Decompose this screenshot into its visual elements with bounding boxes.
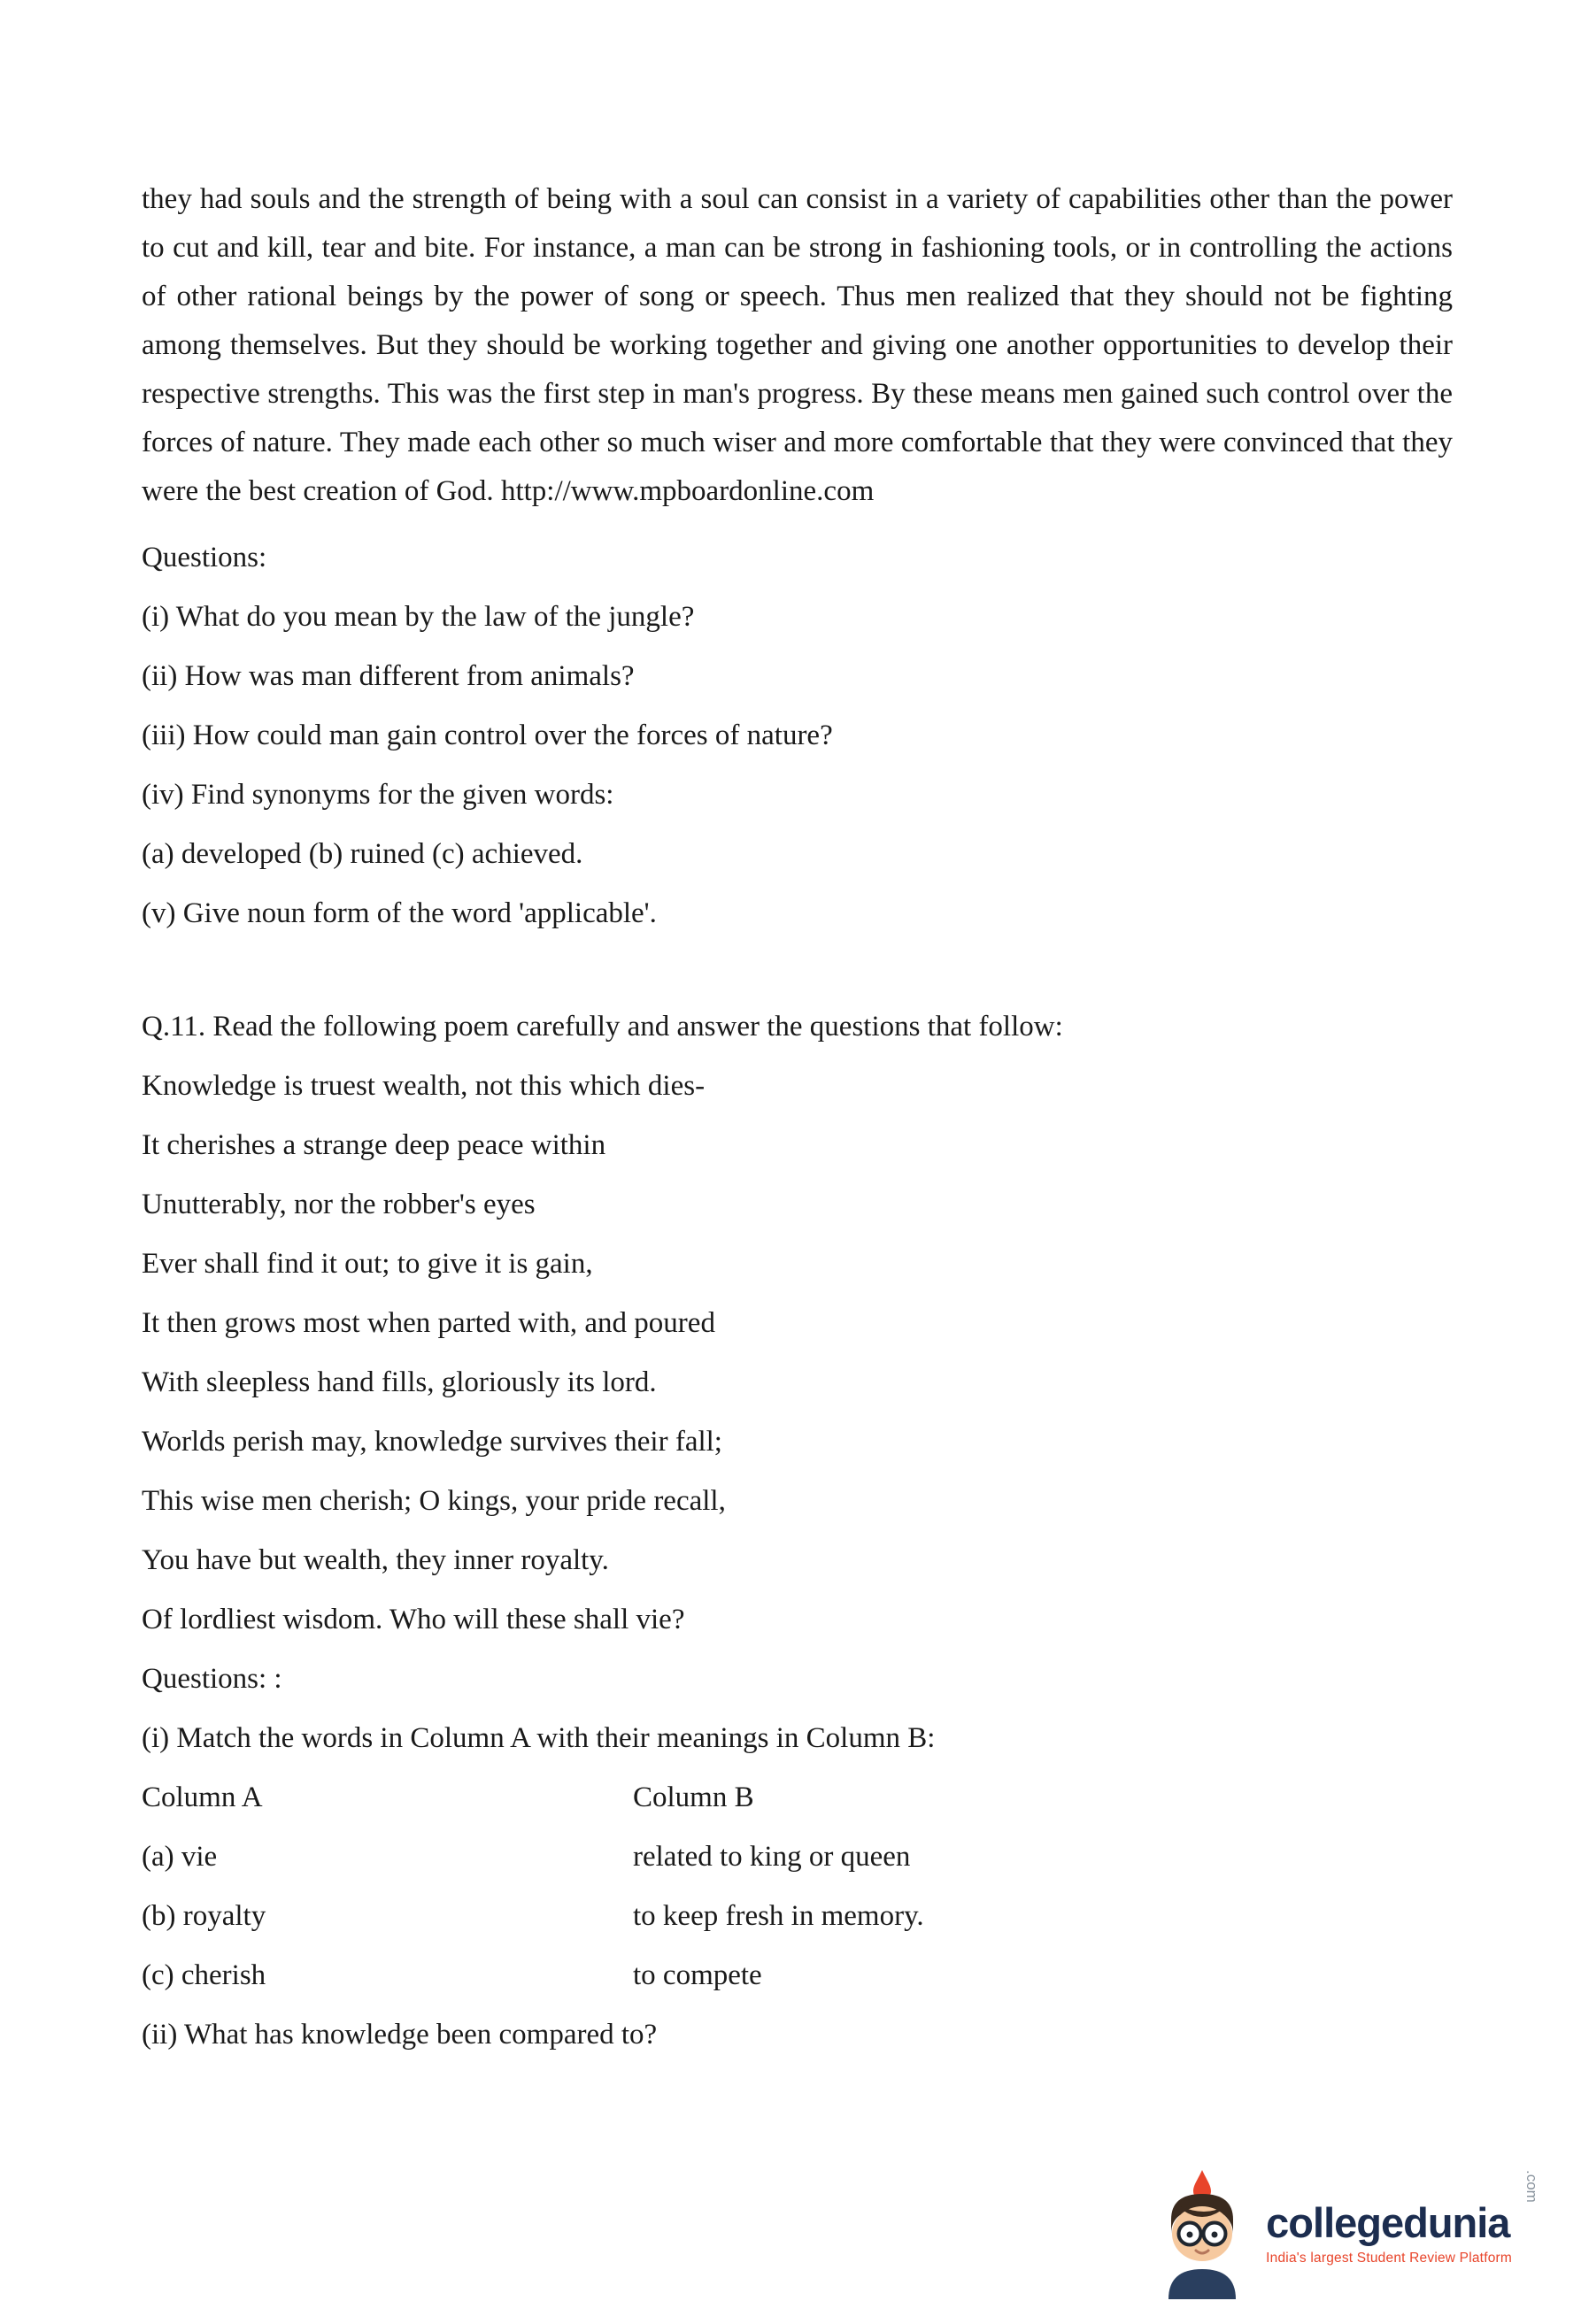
poem-line-10: Of lordliest wisdom. Who will these shall vie? (142, 1604, 685, 1635)
question-item-ii: (ii) How was man different from animals? (142, 660, 635, 692)
poem-line-6: With sleepless hand fills, gloriously its lord. (142, 1366, 657, 1398)
match-row-a-meaning: related to king or queen (633, 1841, 911, 1873)
poem-line-3: Unutterably, nor the robber's eyes (142, 1189, 536, 1220)
match-row-c-term: (c) cherish (142, 1959, 266, 1991)
mascot-icon (1153, 2168, 1252, 2299)
match-table-row (142, 1839, 1453, 1874)
question-item-v: (v) Give noun form of the word 'applicable'. (142, 897, 657, 929)
poem-line-7: Worlds perish may, knowledge survives their fall; (142, 1426, 722, 1458)
poem-question-ii: (ii) What has knowledge been compared to? (142, 2019, 658, 2051)
question-item-i: (i) What do you mean by the law of the jungle? (142, 601, 695, 633)
brand-tagline: India's largest Student Review Platform (1266, 2250, 1512, 2266)
match-table-row (142, 1898, 1453, 1934)
brand-domain-suffix: .com (1523, 2170, 1540, 2203)
brand-name: collegedunia (1266, 2199, 1510, 2247)
question-item-iv: (iv) Find synonyms for the given words: (142, 779, 614, 811)
questions-heading: Questions: (142, 542, 267, 573)
question-item-iv-options: (a) developed (b) ruined (c) achieved. (142, 838, 583, 870)
brand-text-block (1266, 2201, 1512, 2266)
match-table-header (142, 1780, 1453, 1815)
match-table-row (142, 1958, 1453, 1993)
collegedunia-logo[interactable] (1153, 2168, 1540, 2299)
passage-text: they had souls and the strength of being with a soul can consist in a variety of capabilities other than the power to cut and kill, tear and bite. For instance, a man can be strong in fashioning tools, or in controlling the actions of other rational beings by the power of song or speech. Thus men realized that they should not be fighting among themselves. But they should be working together and giving one another opportunities to develop their respective strengths. This was the first step in man's progress. By these means men gained such control over the forces of nature. They made each other so much wiser and more comfortable that they were convinced that they were the best creation of God. (142, 183, 1453, 507)
match-row-b-meaning: to keep fresh in memory. (633, 1900, 924, 1932)
poem-line-9: You have but wealth, they inner royalty. (142, 1544, 609, 1576)
question-item-iii: (iii) How could man gain control over the forces of nature? (142, 720, 833, 751)
column-b-header: Column B (633, 1781, 754, 1813)
poem-questions-heading: Questions: : (142, 1663, 282, 1695)
document-content (142, 175, 1453, 2052)
poem-question-i: (i) Match the words in Column A with their meanings in Column B: (142, 1722, 936, 1754)
poem-line-4: Ever shall find it out; to give it is gain, (142, 1248, 593, 1280)
match-row-b-term: (b) royalty (142, 1900, 266, 1932)
column-a-header: Column A (142, 1781, 263, 1813)
poem-line-8: This wise men cherish; O kings, your pride recall, (142, 1485, 726, 1517)
match-row-a-term: (a) vie (142, 1841, 218, 1873)
q11-intro: Q.11. Read the following poem carefully and answer the questions that follow: (142, 1011, 1063, 1043)
passage-paragraph (142, 175, 1453, 516)
poem-line-1: Knowledge is truest wealth, not this which dies- (142, 1070, 706, 1102)
passage-link[interactable]: http://www.mpboardonline.com (500, 475, 875, 507)
poem-line-2: It cherishes a strange deep peace within (142, 1129, 606, 1161)
match-row-c-meaning: to compete (633, 1959, 762, 1991)
poem-line-5: It then grows most when parted with, and poured (142, 1307, 715, 1339)
